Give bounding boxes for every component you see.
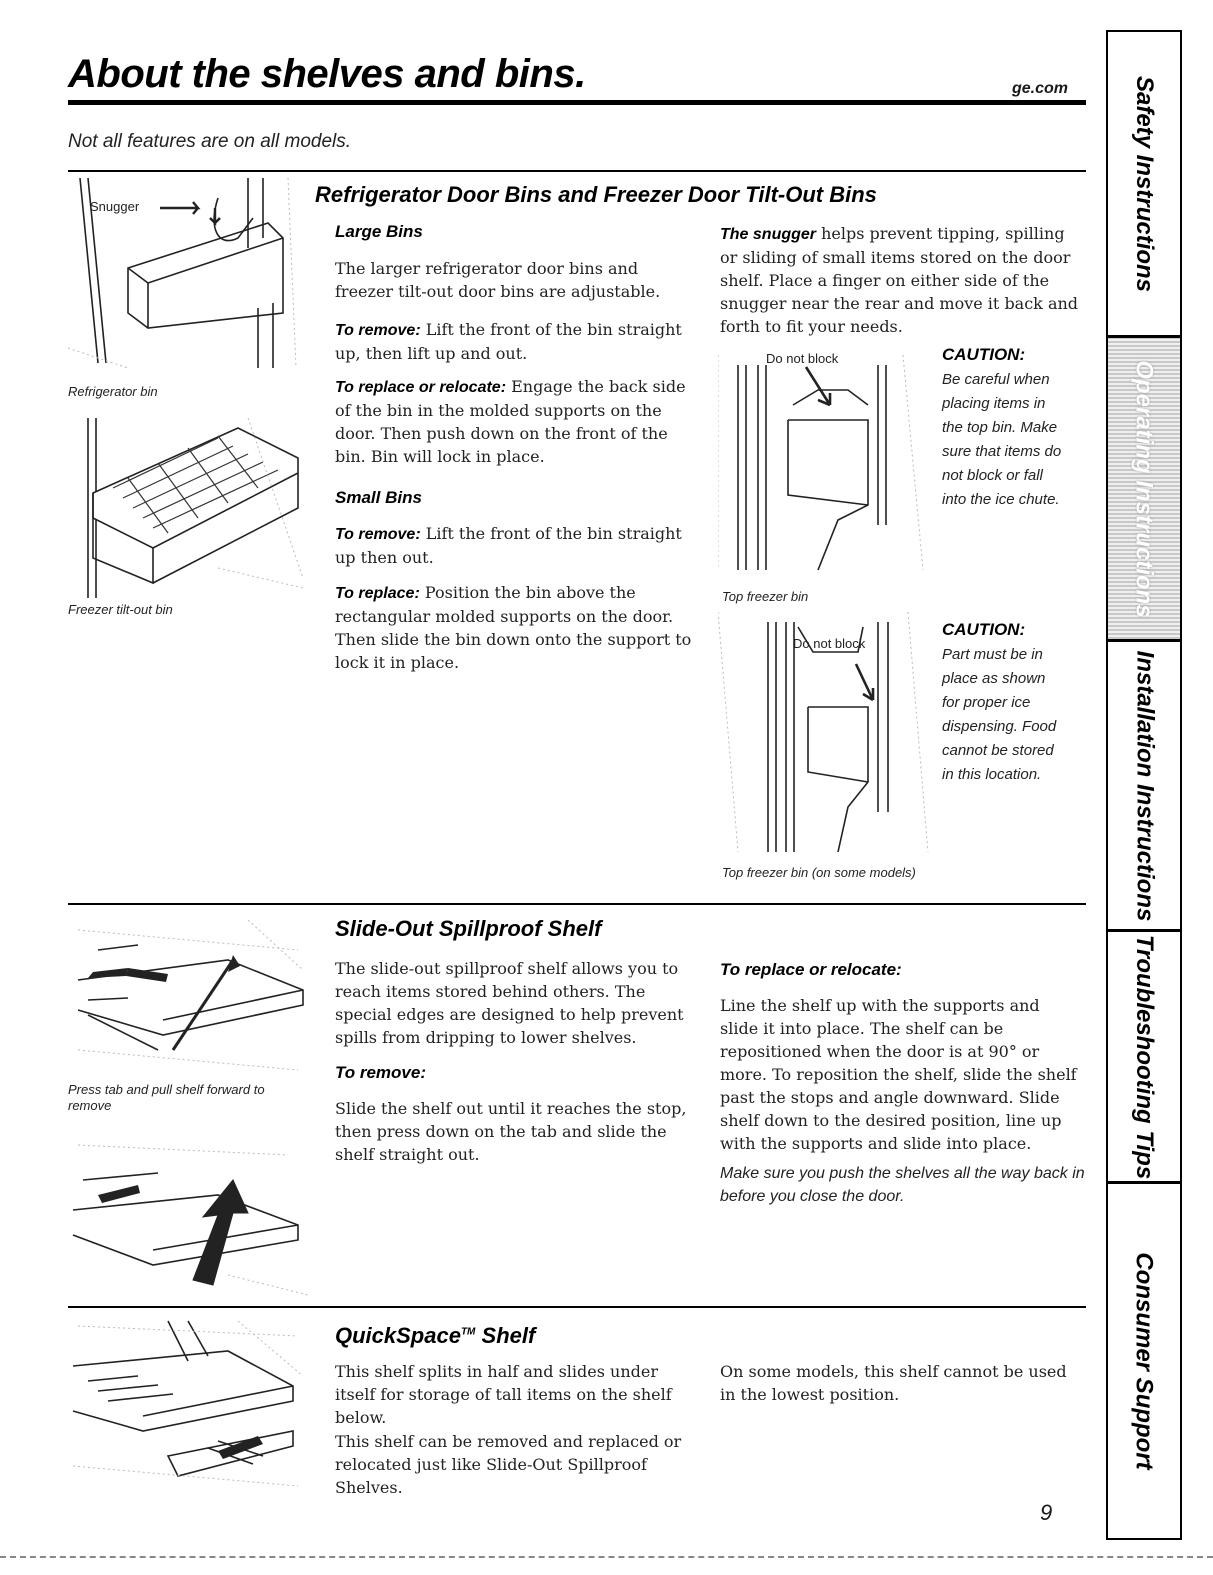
caption-top-freezer-bin-some: Top freezer bin (on some models) bbox=[722, 865, 916, 880]
small-bins-replace: To replace: Position the bin above the rectangular molded supports on the door. Then slide the bin down onto the support to lock it in place. bbox=[335, 583, 692, 672]
top-freezer-bin-some-illustration bbox=[718, 612, 933, 857]
spillproof-remove-heading: To remove: bbox=[335, 1063, 427, 1082]
page-number: 9 bbox=[1040, 1500, 1053, 1525]
large-bins-text: The larger refrigerator door bins and freezer tilt-out door bins are adjustable. bbox=[335, 259, 661, 301]
quickspace-shelf-illustration bbox=[68, 1316, 308, 1491]
freezer-bin-illustration bbox=[68, 418, 308, 598]
spillproof-replace-text: Line the shelf up with the supports and slide it into place. The shelf can be repositioned when the door is at 90° or more. To reposition the shelf, slide the shelf past the stops and angle downward. Slide shelf down to the desired position, line up with the supports and slide into place. bbox=[720, 996, 1077, 1153]
tab-consumer-support[interactable]: Consumer Support bbox=[1131, 1252, 1158, 1470]
large-bins-remove: To remove: Lift the front of the bin straight up, then lift up and out. bbox=[335, 320, 682, 363]
large-bins-heading: Large Bins bbox=[335, 222, 423, 241]
caution-2-heading: CAUTION: bbox=[942, 620, 1026, 639]
door-bins-heading: Refrigerator Door Bins and Freezer Door Tilt-Out Bins bbox=[315, 182, 877, 207]
do-not-block-label-2: Do not block bbox=[793, 636, 866, 651]
refrigerator-bin-illustration bbox=[68, 178, 298, 378]
spillproof-heading: Slide-Out Spillproof Shelf bbox=[335, 916, 602, 941]
spillproof-caption: Press tab and pull shelf forward to remove bbox=[68, 1082, 265, 1113]
small-bins-heading: Small Bins bbox=[335, 488, 422, 507]
title-rule bbox=[68, 100, 1086, 105]
page-subtitle: Not all features are on all models. bbox=[68, 131, 352, 152]
page-title: About the shelves and bins. bbox=[68, 52, 586, 96]
quickspace-text-2: This shelf can be removed and replaced or relocated just like Slide-Out Spillproof Shelves. bbox=[335, 1432, 682, 1497]
quickspace-heading: QuickSpace™ Shelf bbox=[335, 1323, 536, 1348]
spillproof-remove-text: Slide the shelf out until it reaches the stop, then press down on the tab and slide the shelf straight out. bbox=[335, 1099, 687, 1164]
tab-safety-instructions[interactable]: Safety Instructions bbox=[1131, 75, 1159, 292]
caution-1-text: Be careful when placing items in the top bin. Make sure that items do not block or fall into the ice chute. bbox=[942, 371, 1062, 508]
tab-installation-instructions[interactable]: Installation Instructions bbox=[1131, 650, 1159, 921]
tab-operating-instructions[interactable]: Operating Instructions bbox=[1108, 338, 1180, 639]
section-divider bbox=[68, 170, 1086, 172]
caption-refrigerator-bin: Refrigerator bin bbox=[68, 384, 158, 399]
spillproof-intro: The slide-out spillproof shelf allows you to reach items stored behind others. The special edges are designed to help prevent spills from dripping to lower shelves. bbox=[335, 959, 684, 1047]
section-tabs bbox=[1106, 30, 1182, 1540]
caption-freezer-bin: Freezer tilt-out bin bbox=[68, 602, 173, 617]
small-bins-remove: To remove: Lift the front of the bin straight up then out. bbox=[335, 524, 682, 567]
page-bottom-edge bbox=[0, 1556, 1213, 1558]
section-divider bbox=[68, 1306, 1086, 1308]
section-divider bbox=[68, 903, 1086, 905]
large-bins-replace: To replace or relocate: Engage the back side of the bin in the molded supports on the door. Then push down on the front of the bin. Bin will lock in place. bbox=[335, 377, 686, 466]
top-freezer-bin-illustration bbox=[718, 345, 928, 575]
caption-top-freezer-bin: Top freezer bin bbox=[722, 589, 809, 604]
spillproof-shelf-illustration bbox=[68, 910, 308, 1080]
quickspace-text-1: This shelf splits in half and slides under itself for storage of tall items on the shelf below. bbox=[335, 1362, 672, 1427]
snugger-label: Snugger bbox=[90, 199, 140, 214]
quickspace-text-3: On some models, this shelf cannot be used in the lowest position. bbox=[720, 1362, 1067, 1404]
do-not-block-label: Do not block bbox=[766, 351, 839, 366]
spillproof-shelf-lift-illustration bbox=[68, 1125, 318, 1300]
spillproof-replace-heading: To replace or relocate: bbox=[720, 960, 902, 979]
caution-1-heading: CAUTION: bbox=[942, 345, 1026, 364]
site-url: ge.com bbox=[1012, 80, 1069, 97]
snugger-text: The snugger helps prevent tipping, spilling or sliding of small items stored on the door shelf. Place a finger on either side of the snugger near the rear and move it back and forth to fit your needs. bbox=[720, 224, 1079, 336]
caution-2-text: Part must be in place as shown for proper ice dispensing. Food cannot be stored in this location. bbox=[942, 646, 1057, 783]
spillproof-note: Make sure you push the shelves all the way back in before you close the door. bbox=[720, 1165, 1085, 1205]
tab-troubleshooting-tips[interactable]: Troubleshooting Tips bbox=[1131, 934, 1159, 1179]
